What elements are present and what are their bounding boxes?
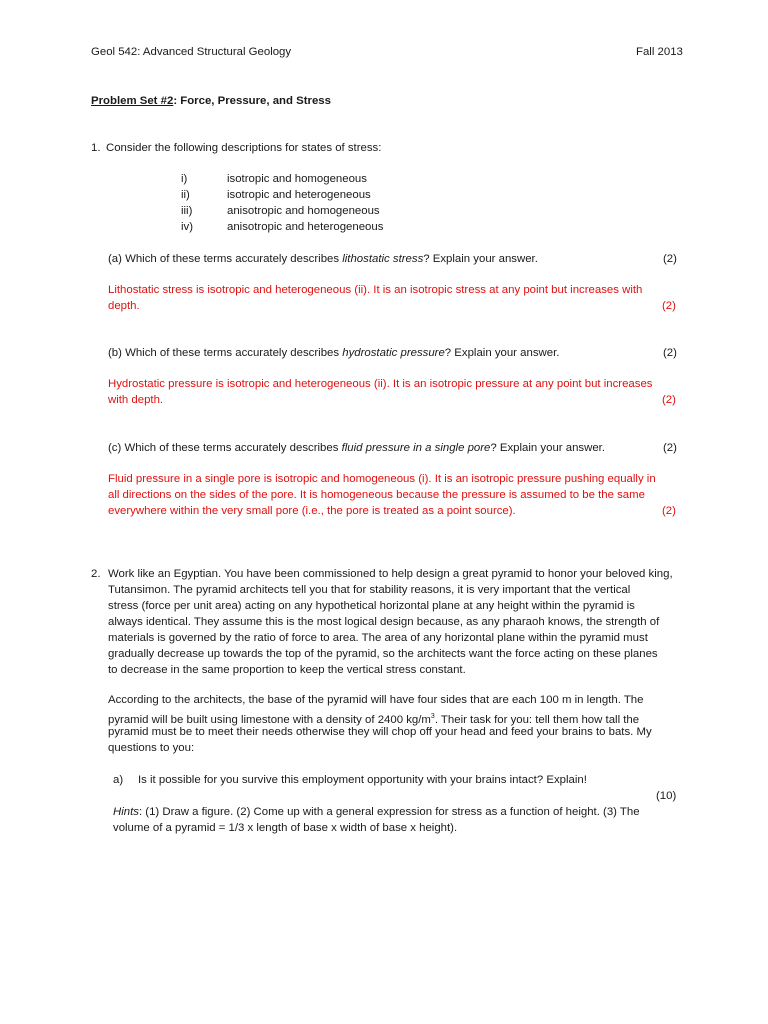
q1c-answer-line: all directions on the sides of the pore. It is homogeneous because the pressure is assumed to be the same [108,489,645,501]
problem-set-label: Problem Set #2 [91,95,174,107]
option-text: anisotropic and homogeneous [227,205,380,217]
option-text: isotropic and homogeneous [227,173,367,185]
q1c-question [108,441,605,457]
q2-line: materials is governed by the ratio of force to area. The area of any horizontal plane within the pyramid must [108,632,648,644]
q2a-hints-line: volume of a pyramid = 1/3 x length of base x width of base x height). [113,822,458,834]
q2-line: questions to you: [108,742,195,754]
q1b-post: ? Explain your answer. [444,347,560,359]
q2a-label: a) [113,774,124,786]
hints-text: : (1) Draw a figure. (2) Come up with a general expression for stress as a function of height. (3) The [138,806,640,818]
q1a-answer-line: Lithostatic stress is isotropic and heterogeneous (ii). It is an isotropic stress at any point but increases with [108,284,643,296]
q1a-answer-points: (2) [662,300,676,312]
q1b-question [108,346,559,362]
problem-set-title [91,94,331,110]
q2-line: Work like an Egyptian. You have been commissioned to help design a great pyramid to honor your beloved king, [108,568,673,580]
q1a-post: ? Explain your answer. [423,253,538,265]
term: Fall 2013 [636,46,683,58]
q1-number: 1. [91,142,101,154]
task-text: . Their task for you: tell them how tall the [434,713,640,726]
q1c-answer-line: everywhere within the very small pore (i.e., the pore is treated as a point source). [108,505,516,517]
q1b-answer-points: (2) [662,394,676,406]
q1c-term: fluid pressure in a single pore [341,442,491,454]
q1c-pre: (c) Which of these terms accurately describes [108,442,342,454]
q2-line: always identical. They assume this is the most logical design because, as any pharaoh knows, the strength of [108,616,660,628]
q2a-question: Is it possible for you survive this employment opportunity with your brains intact? Explain! [138,774,587,786]
density-text: pyramid will be built using limestone with a density of 2400 kg/m [108,713,431,726]
hints-label: Hints [113,806,139,818]
q2-number: 2. [91,568,101,580]
option-roman: iii) [181,205,193,217]
option-roman: i) [181,173,188,185]
q1a-pre: (a) Which of these terms accurately describes [108,253,343,265]
option-text: anisotropic and heterogeneous [227,221,384,233]
q2a-points: (10) [656,790,677,802]
q1c-points: (2) [663,442,677,454]
q2-line: Tutansimon. The pyramid architects tell you that for stability reasons, it is very important that the vertical [108,584,631,596]
q2-line: gradually decrease up towards the top of the pyramid, so the architects want the force acting on these planes [108,648,658,660]
q1b-pre: (b) Which of these terms accurately describes [108,347,343,359]
q1c-post: ? Explain your answer. [490,442,605,454]
q1a-answer-line: depth. [108,300,140,312]
q1b-answer-line: with depth. [108,394,164,406]
q1b-term: hydrostatic pressure [342,347,445,359]
q2-line: to decrease in the same proportion to keep the vertical stress constant. [108,664,466,676]
q1b-answer-line: Hydrostatic pressure is isotropic and heterogeneous (ii). It is an isotropic pressure at any point but increases [108,378,653,390]
problem-set-subtitle: : Force, Pressure, and Stress [173,95,331,107]
q1c-answer-line: Fluid pressure in a single pore is isotropic and homogeneous (i). It is an isotropic pressure pushing equally in [108,473,656,485]
option-roman: iv) [181,221,194,233]
q1a-term: lithostatic stress [342,253,424,265]
density-exponent: 3 [430,713,435,720]
q2-line: According to the architects, the base of the pyramid will have four sides that are each 100 m in length. The [108,694,644,706]
option-roman: ii) [181,189,190,201]
q2a-hints [113,805,640,821]
q1-prompt: Consider the following descriptions for states of stress: [106,142,382,154]
q2-line: pyramid must be to meet their needs otherwise they will chop off your head and feed your brains to bats. My [108,726,652,738]
q1b-points: (2) [663,347,677,359]
q1a-points: (2) [663,253,677,265]
q1a-question [108,252,538,268]
option-text: isotropic and heterogeneous [227,189,371,201]
course-title: Geol 542: Advanced Structural Geology [91,46,292,58]
q1c-answer-points: (2) [662,505,676,517]
q2-line: stress (force per unit area) acting on any hypothetical horizontal plane at any height within the pyramid is [108,600,635,612]
